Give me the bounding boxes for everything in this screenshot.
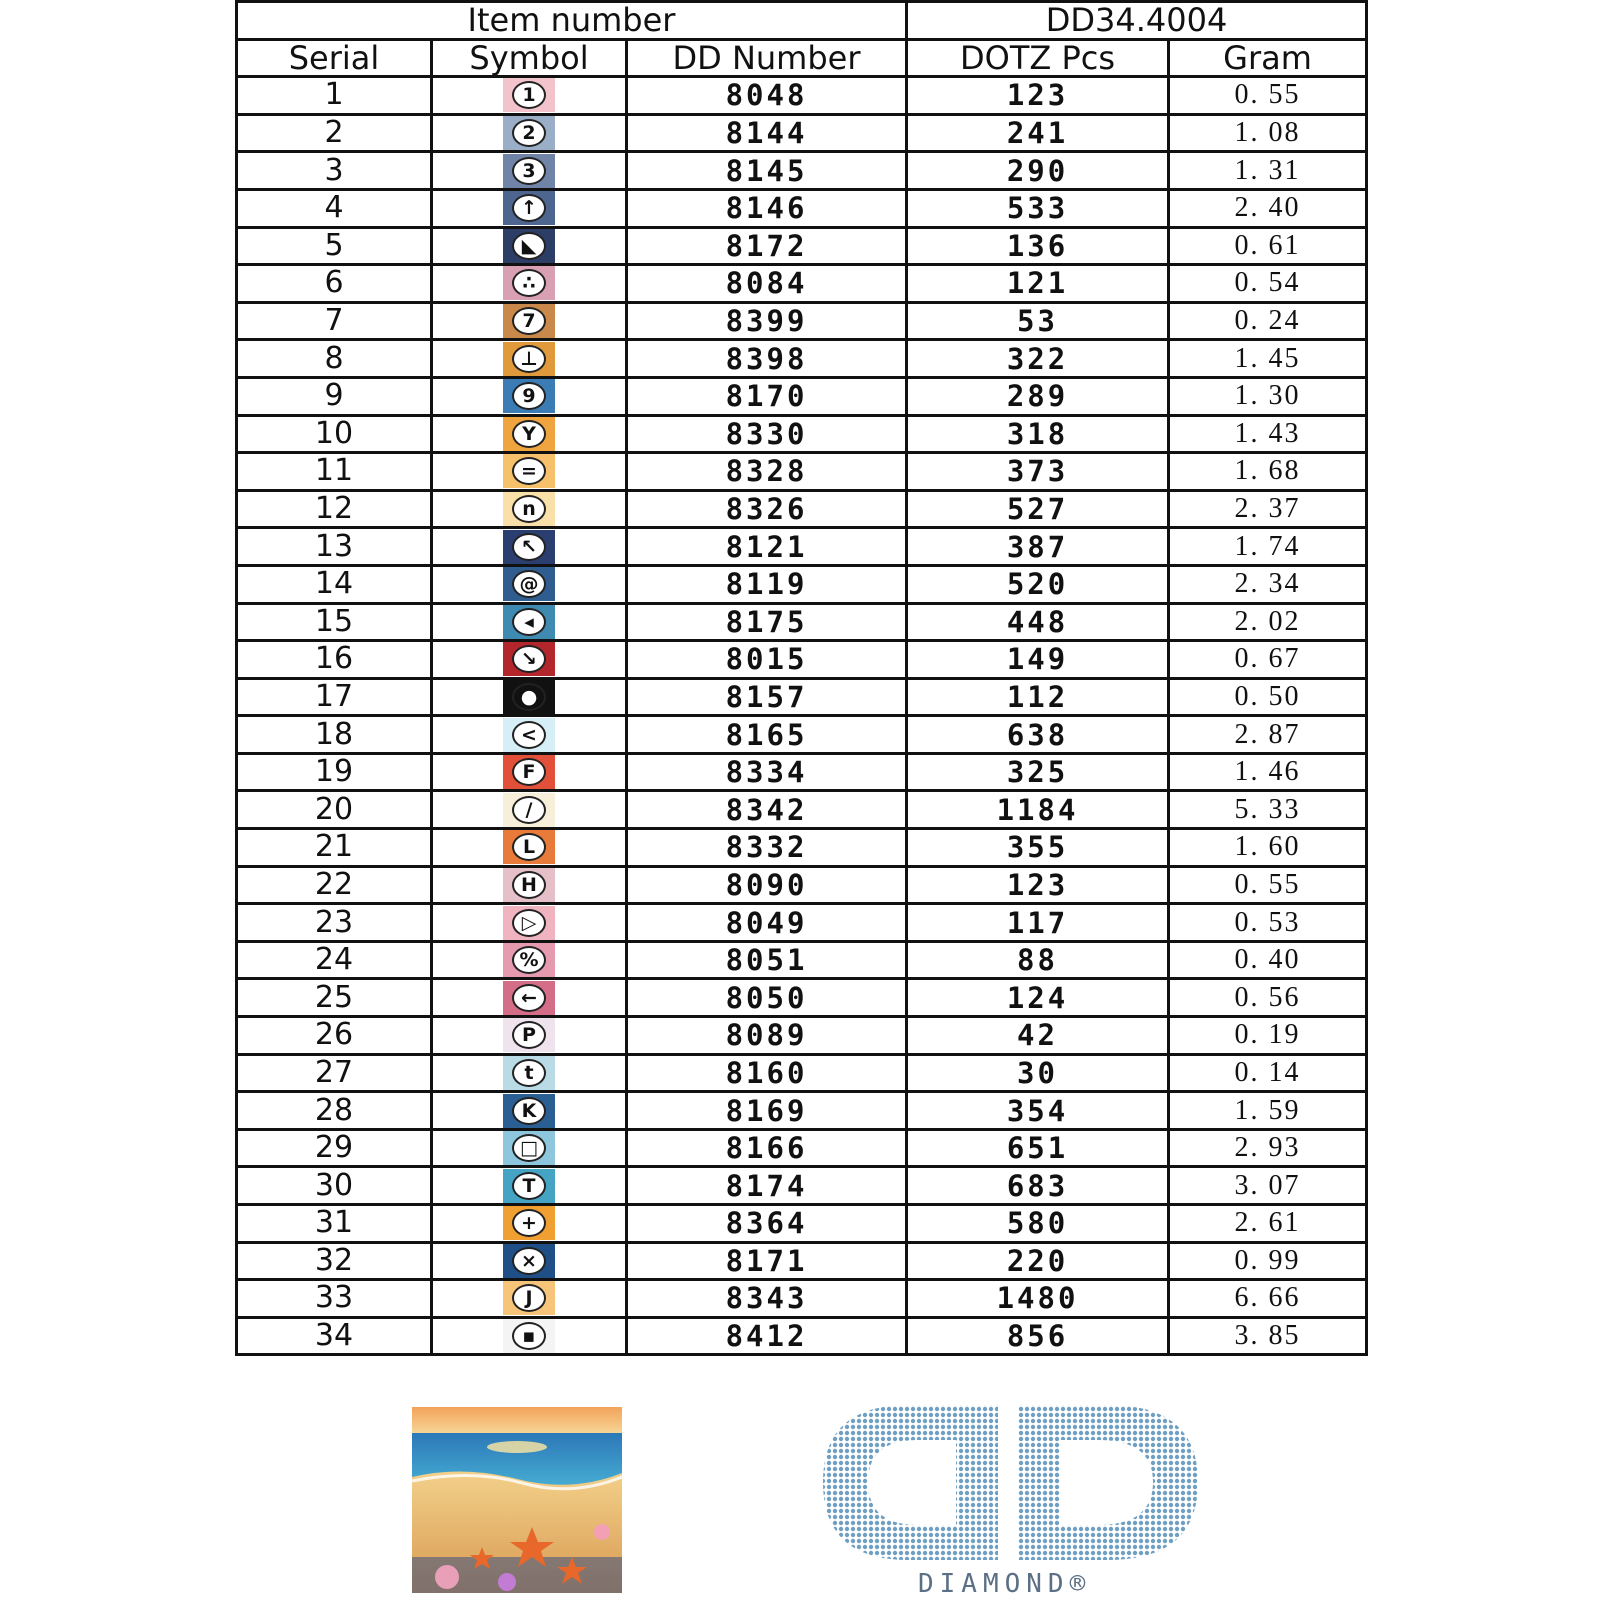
- table-row: [237, 377, 1367, 415]
- table-row: [237, 1129, 1367, 1167]
- dotz-pcs-cell: 117: [907, 904, 1169, 942]
- table-row: [237, 641, 1367, 679]
- serial-cell: 8: [237, 340, 432, 378]
- serial-cell: 9: [237, 377, 432, 415]
- dd-logo-icon: [808, 1400, 1228, 1600]
- dd-number-cell: 8145: [627, 152, 907, 190]
- color-swatch: [503, 906, 555, 940]
- dd-number-cell: 8398: [627, 340, 907, 378]
- serial-cell: 6: [237, 265, 432, 303]
- table-row: [237, 791, 1367, 829]
- gram-cell: 3. 85: [1169, 1317, 1367, 1355]
- serial-cell: 14: [237, 565, 432, 603]
- dotz-pcs-cell: 112: [907, 678, 1169, 716]
- symbol-cell: [432, 979, 627, 1017]
- table-row: [237, 979, 1367, 1017]
- symbol-cell: [432, 753, 627, 791]
- dotz-pcs-cell: 325: [907, 753, 1169, 791]
- color-swatch: [503, 642, 555, 676]
- symbol-cell: [432, 1205, 627, 1243]
- color-swatch: [503, 1018, 555, 1052]
- symbol-badge: n: [512, 495, 546, 523]
- table-row: [237, 1092, 1367, 1130]
- dd-number-cell: 8090: [627, 866, 907, 904]
- color-swatch: [503, 680, 555, 714]
- gram-cell: 1. 68: [1169, 453, 1367, 491]
- symbol-cell: [432, 866, 627, 904]
- table-row: [237, 415, 1367, 453]
- gram-cell: 1. 60: [1169, 829, 1367, 867]
- color-swatch: [503, 943, 555, 977]
- symbol-badge: H: [512, 871, 546, 899]
- serial-cell: 4: [237, 189, 432, 227]
- color-swatch: [503, 1169, 555, 1203]
- gram-cell: 2. 87: [1169, 716, 1367, 754]
- symbol-cell: [432, 791, 627, 829]
- gram-cell: 0. 53: [1169, 904, 1367, 942]
- table-row: [237, 453, 1367, 491]
- serial-cell: 31: [237, 1205, 432, 1243]
- symbol-cell: [432, 265, 627, 303]
- table-row: [237, 1054, 1367, 1092]
- gram-cell: 0. 99: [1169, 1242, 1367, 1280]
- dotz-pcs-cell: 387: [907, 528, 1169, 566]
- table-row: [237, 753, 1367, 791]
- color-swatch: [503, 755, 555, 789]
- serial-cell: 2: [237, 114, 432, 152]
- symbol-cell: [432, 340, 627, 378]
- color-swatch: [503, 567, 555, 601]
- symbol-cell: [432, 1317, 627, 1355]
- color-swatch: [503, 304, 555, 338]
- symbol-badge: ▪: [512, 1322, 546, 1350]
- serial-cell: 29: [237, 1129, 432, 1167]
- table-row: [237, 1280, 1367, 1318]
- dotz-pcs-cell: 124: [907, 979, 1169, 1017]
- symbol-badge: 2: [512, 119, 546, 147]
- dd-number-cell: 8166: [627, 1129, 907, 1167]
- table-row: [237, 1317, 1367, 1355]
- symbol-cell: [432, 490, 627, 528]
- serial-cell: 16: [237, 641, 432, 679]
- symbol-badge: T: [512, 1172, 546, 1200]
- dotz-pcs-cell: 520: [907, 565, 1169, 603]
- symbol-badge: ↑: [512, 194, 546, 222]
- dd-number-cell: 8049: [627, 904, 907, 942]
- symbol-cell: [432, 1242, 627, 1280]
- column-header-symbol: Symbol: [432, 39, 627, 77]
- symbol-cell: [432, 565, 627, 603]
- dotz-pcs-cell: 638: [907, 716, 1169, 754]
- dotz-pcs-cell: 30: [907, 1054, 1169, 1092]
- symbol-badge: L: [512, 833, 546, 861]
- table-row: [237, 302, 1367, 340]
- artwork-thumbnail: [412, 1407, 622, 1593]
- table-row: [237, 340, 1367, 378]
- gram-cell: 0. 40: [1169, 941, 1367, 979]
- dd-number-cell: 8412: [627, 1317, 907, 1355]
- table-row: [237, 678, 1367, 716]
- color-swatch: [503, 868, 555, 902]
- gram-cell: 0. 54: [1169, 265, 1367, 303]
- dd-number-cell: 8334: [627, 753, 907, 791]
- symbol-badge: ∴: [512, 269, 546, 297]
- symbol-badge: ⊥: [512, 345, 546, 373]
- symbol-cell: [432, 77, 627, 115]
- symbol-badge: K: [512, 1097, 546, 1125]
- table-row: [237, 1167, 1367, 1205]
- dotz-pcs-cell: 290: [907, 152, 1169, 190]
- symbol-badge: P: [512, 1021, 546, 1049]
- color-swatch: [503, 342, 555, 376]
- symbol-cell: [432, 678, 627, 716]
- dd-number-cell: 8089: [627, 1017, 907, 1055]
- table-row: [237, 829, 1367, 867]
- symbol-badge: @: [512, 570, 546, 598]
- dd-number-cell: 8146: [627, 189, 907, 227]
- gram-cell: 1. 59: [1169, 1092, 1367, 1130]
- symbol-badge: ↖: [512, 533, 546, 561]
- color-swatch: [503, 1281, 555, 1315]
- dd-number-cell: 8051: [627, 941, 907, 979]
- symbol-badge: F: [512, 758, 546, 786]
- dotz-pcs-cell: 123: [907, 866, 1169, 904]
- dotz-pcs-cell: 88: [907, 941, 1169, 979]
- serial-cell: 21: [237, 829, 432, 867]
- symbol-badge: □: [512, 1134, 546, 1162]
- symbol-cell: [432, 302, 627, 340]
- dd-number-cell: 8144: [627, 114, 907, 152]
- dd-number-cell: 8121: [627, 528, 907, 566]
- symbol-cell: [432, 189, 627, 227]
- beach-artwork-image: [412, 1407, 622, 1593]
- symbol-cell: [432, 1054, 627, 1092]
- serial-cell: 24: [237, 941, 432, 979]
- dotz-pcs-cell: 354: [907, 1092, 1169, 1130]
- dotz-pcs-cell: 289: [907, 377, 1169, 415]
- color-swatch: [503, 266, 555, 300]
- symbol-badge: 3: [512, 157, 546, 185]
- column-header-dotz-pcs: DOTZ Pcs: [907, 39, 1169, 77]
- gram-cell: 0. 67: [1169, 641, 1367, 679]
- serial-cell: 7: [237, 302, 432, 340]
- table-row: [237, 716, 1367, 754]
- gram-cell: 1. 74: [1169, 528, 1367, 566]
- gram-cell: 2. 93: [1169, 1129, 1367, 1167]
- color-swatch: [503, 191, 555, 225]
- gram-cell: 1. 30: [1169, 377, 1367, 415]
- dotz-pcs-cell: 856: [907, 1317, 1169, 1355]
- table-row: [237, 77, 1367, 115]
- symbol-badge: ●: [512, 683, 546, 711]
- color-swatch: [503, 78, 555, 112]
- dd-number-cell: 8084: [627, 265, 907, 303]
- symbol-badge: ↘: [512, 645, 546, 673]
- dotz-pcs-cell: 580: [907, 1205, 1169, 1243]
- table-row: [237, 490, 1367, 528]
- symbol-badge: 1: [512, 81, 546, 109]
- item-number-label: Item number: [237, 2, 907, 40]
- gram-cell: 0. 24: [1169, 302, 1367, 340]
- dd-number-cell: 8364: [627, 1205, 907, 1243]
- dd-number-cell: 8175: [627, 603, 907, 641]
- serial-cell: 33: [237, 1280, 432, 1318]
- dd-number-cell: 8119: [627, 565, 907, 603]
- symbol-badge: ▷: [512, 909, 546, 937]
- dotz-pcs-cell: 1184: [907, 791, 1169, 829]
- gram-cell: 2. 02: [1169, 603, 1367, 641]
- color-swatch: [503, 1319, 555, 1353]
- dd-number-cell: 8172: [627, 227, 907, 265]
- dd-number-cell: 8160: [627, 1054, 907, 1092]
- serial-cell: 22: [237, 866, 432, 904]
- table-row: [237, 941, 1367, 979]
- serial-cell: 1: [237, 77, 432, 115]
- dd-number-cell: 8326: [627, 490, 907, 528]
- serial-cell: 3: [237, 152, 432, 190]
- symbol-cell: [432, 453, 627, 491]
- gram-cell: 2. 61: [1169, 1205, 1367, 1243]
- symbol-cell: [432, 1092, 627, 1130]
- color-swatch: [503, 154, 555, 188]
- table-row: [237, 1017, 1367, 1055]
- table-row: [237, 152, 1367, 190]
- color-swatch: [503, 229, 555, 263]
- serial-cell: 12: [237, 490, 432, 528]
- gram-cell: 1. 08: [1169, 114, 1367, 152]
- gram-cell: 0. 61: [1169, 227, 1367, 265]
- symbol-badge: %: [512, 946, 546, 974]
- symbol-cell: [432, 1129, 627, 1167]
- color-swatch: [503, 1206, 555, 1240]
- dotz-pcs-cell: 241: [907, 114, 1169, 152]
- dd-number-cell: 8343: [627, 1280, 907, 1318]
- symbol-badge: <: [512, 721, 546, 749]
- color-chart-table: [235, 0, 1368, 1356]
- symbol-badge: ◣: [512, 232, 546, 260]
- gram-cell: 0. 14: [1169, 1054, 1367, 1092]
- symbol-cell: [432, 152, 627, 190]
- dd-number-cell: 8174: [627, 1167, 907, 1205]
- serial-cell: 27: [237, 1054, 432, 1092]
- dotz-pcs-cell: 1480: [907, 1280, 1169, 1318]
- symbol-cell: [432, 904, 627, 942]
- serial-cell: 23: [237, 904, 432, 942]
- dd-number-cell: 8330: [627, 415, 907, 453]
- dotz-pcs-cell: 318: [907, 415, 1169, 453]
- serial-cell: 15: [237, 603, 432, 641]
- color-swatch: [503, 830, 555, 864]
- gram-cell: 2. 34: [1169, 565, 1367, 603]
- symbol-badge: J: [512, 1284, 546, 1312]
- dd-number-cell: 8165: [627, 716, 907, 754]
- symbol-cell: [432, 716, 627, 754]
- serial-cell: 28: [237, 1092, 432, 1130]
- dotz-pcs-cell: 373: [907, 453, 1169, 491]
- gram-cell: 5. 33: [1169, 791, 1367, 829]
- symbol-badge: 9: [512, 382, 546, 410]
- symbol-cell: [432, 415, 627, 453]
- serial-cell: 30: [237, 1167, 432, 1205]
- diamond-dotz-logo: [808, 1400, 1228, 1600]
- dd-number-cell: 8169: [627, 1092, 907, 1130]
- dd-number-cell: 8050: [627, 979, 907, 1017]
- table-row: [237, 528, 1367, 566]
- dotz-pcs-cell: 448: [907, 603, 1169, 641]
- color-swatch: [503, 454, 555, 488]
- gram-cell: 0. 55: [1169, 77, 1367, 115]
- serial-cell: 26: [237, 1017, 432, 1055]
- symbol-badge: t: [512, 1059, 546, 1087]
- dotz-pcs-cell: 355: [907, 829, 1169, 867]
- dd-number-cell: 8342: [627, 791, 907, 829]
- color-swatch: [503, 605, 555, 639]
- color-swatch: [503, 1131, 555, 1165]
- dotz-pcs-cell: 533: [907, 189, 1169, 227]
- dd-number-cell: 8171: [627, 1242, 907, 1280]
- column-header-gram: Gram: [1169, 39, 1367, 77]
- symbol-cell: [432, 227, 627, 265]
- dotz-pcs-cell: 53: [907, 302, 1169, 340]
- column-header-serial: Serial: [237, 39, 432, 77]
- table-row: [237, 866, 1367, 904]
- symbol-cell: [432, 1280, 627, 1318]
- symbol-badge: +: [512, 1209, 546, 1237]
- serial-cell: 5: [237, 227, 432, 265]
- symbol-cell: [432, 941, 627, 979]
- serial-cell: 10: [237, 415, 432, 453]
- color-swatch: [503, 718, 555, 752]
- symbol-badge: =: [512, 457, 546, 485]
- serial-cell: 20: [237, 791, 432, 829]
- serial-cell: 11: [237, 453, 432, 491]
- table-row: [237, 227, 1367, 265]
- dd-number-cell: 8157: [627, 678, 907, 716]
- color-swatch: [503, 492, 555, 526]
- color-swatch: [503, 981, 555, 1015]
- symbol-cell: [432, 528, 627, 566]
- dotz-pcs-cell: 123: [907, 77, 1169, 115]
- table-row: [237, 603, 1367, 641]
- color-swatch: [503, 1094, 555, 1128]
- color-swatch: [503, 116, 555, 150]
- dotz-pcs-cell: 42: [907, 1017, 1169, 1055]
- symbol-badge: ×: [512, 1247, 546, 1275]
- gram-cell: 6. 66: [1169, 1280, 1367, 1318]
- symbol-badge: Y: [512, 420, 546, 448]
- serial-cell: 18: [237, 716, 432, 754]
- item-number-value: DD34.4004: [907, 2, 1367, 40]
- table-row: [237, 189, 1367, 227]
- dd-number-cell: 8015: [627, 641, 907, 679]
- dotz-pcs-cell: 121: [907, 265, 1169, 303]
- serial-cell: 25: [237, 979, 432, 1017]
- dd-number-cell: 8170: [627, 377, 907, 415]
- dotz-pcs-cell: 149: [907, 641, 1169, 679]
- column-header-dd-number: DD Number: [627, 39, 907, 77]
- gram-cell: 0. 19: [1169, 1017, 1367, 1055]
- table-row: [237, 114, 1367, 152]
- gram-cell: 0. 56: [1169, 979, 1367, 1017]
- table-row: [237, 1242, 1367, 1280]
- symbol-cell: [432, 829, 627, 867]
- serial-cell: 13: [237, 528, 432, 566]
- symbol-cell: [432, 114, 627, 152]
- symbol-cell: [432, 377, 627, 415]
- color-swatch: [503, 417, 555, 451]
- gram-cell: 2. 37: [1169, 490, 1367, 528]
- dotz-pcs-cell: 220: [907, 1242, 1169, 1280]
- symbol-badge: ◂: [512, 608, 546, 636]
- dd-number-cell: 8399: [627, 302, 907, 340]
- serial-cell: 34: [237, 1317, 432, 1355]
- gram-cell: 0. 50: [1169, 678, 1367, 716]
- serial-cell: 17: [237, 678, 432, 716]
- color-swatch: [503, 379, 555, 413]
- logo-text: DIAMOND®: [918, 1569, 1092, 1599]
- dotz-pcs-cell: 651: [907, 1129, 1169, 1167]
- dotz-pcs-cell: 136: [907, 227, 1169, 265]
- symbol-badge: ←: [512, 984, 546, 1012]
- table-row: [237, 1205, 1367, 1243]
- gram-cell: 3. 07: [1169, 1167, 1367, 1205]
- dd-number-cell: 8332: [627, 829, 907, 867]
- color-swatch: [503, 530, 555, 564]
- dotz-pcs-cell: 322: [907, 340, 1169, 378]
- serial-cell: 19: [237, 753, 432, 791]
- dotz-pcs-cell: 683: [907, 1167, 1169, 1205]
- dd-number-cell: 8328: [627, 453, 907, 491]
- dd-number-cell: 8048: [627, 77, 907, 115]
- color-swatch: [503, 1056, 555, 1090]
- color-swatch: [503, 1244, 555, 1278]
- symbol-cell: [432, 603, 627, 641]
- gram-cell: 2. 40: [1169, 189, 1367, 227]
- table-row: [237, 265, 1367, 303]
- dotz-pcs-cell: 527: [907, 490, 1169, 528]
- symbol-cell: [432, 1167, 627, 1205]
- table-row: [237, 904, 1367, 942]
- gram-cell: 1. 43: [1169, 415, 1367, 453]
- gram-cell: 1. 45: [1169, 340, 1367, 378]
- symbol-cell: [432, 641, 627, 679]
- symbol-badge: /: [512, 796, 546, 824]
- color-swatch: [503, 793, 555, 827]
- serial-cell: 32: [237, 1242, 432, 1280]
- gram-cell: 0. 55: [1169, 866, 1367, 904]
- symbol-badge: 7: [512, 307, 546, 335]
- gram-cell: 1. 46: [1169, 753, 1367, 791]
- table-row: [237, 565, 1367, 603]
- symbol-cell: [432, 1017, 627, 1055]
- gram-cell: 1. 31: [1169, 152, 1367, 190]
